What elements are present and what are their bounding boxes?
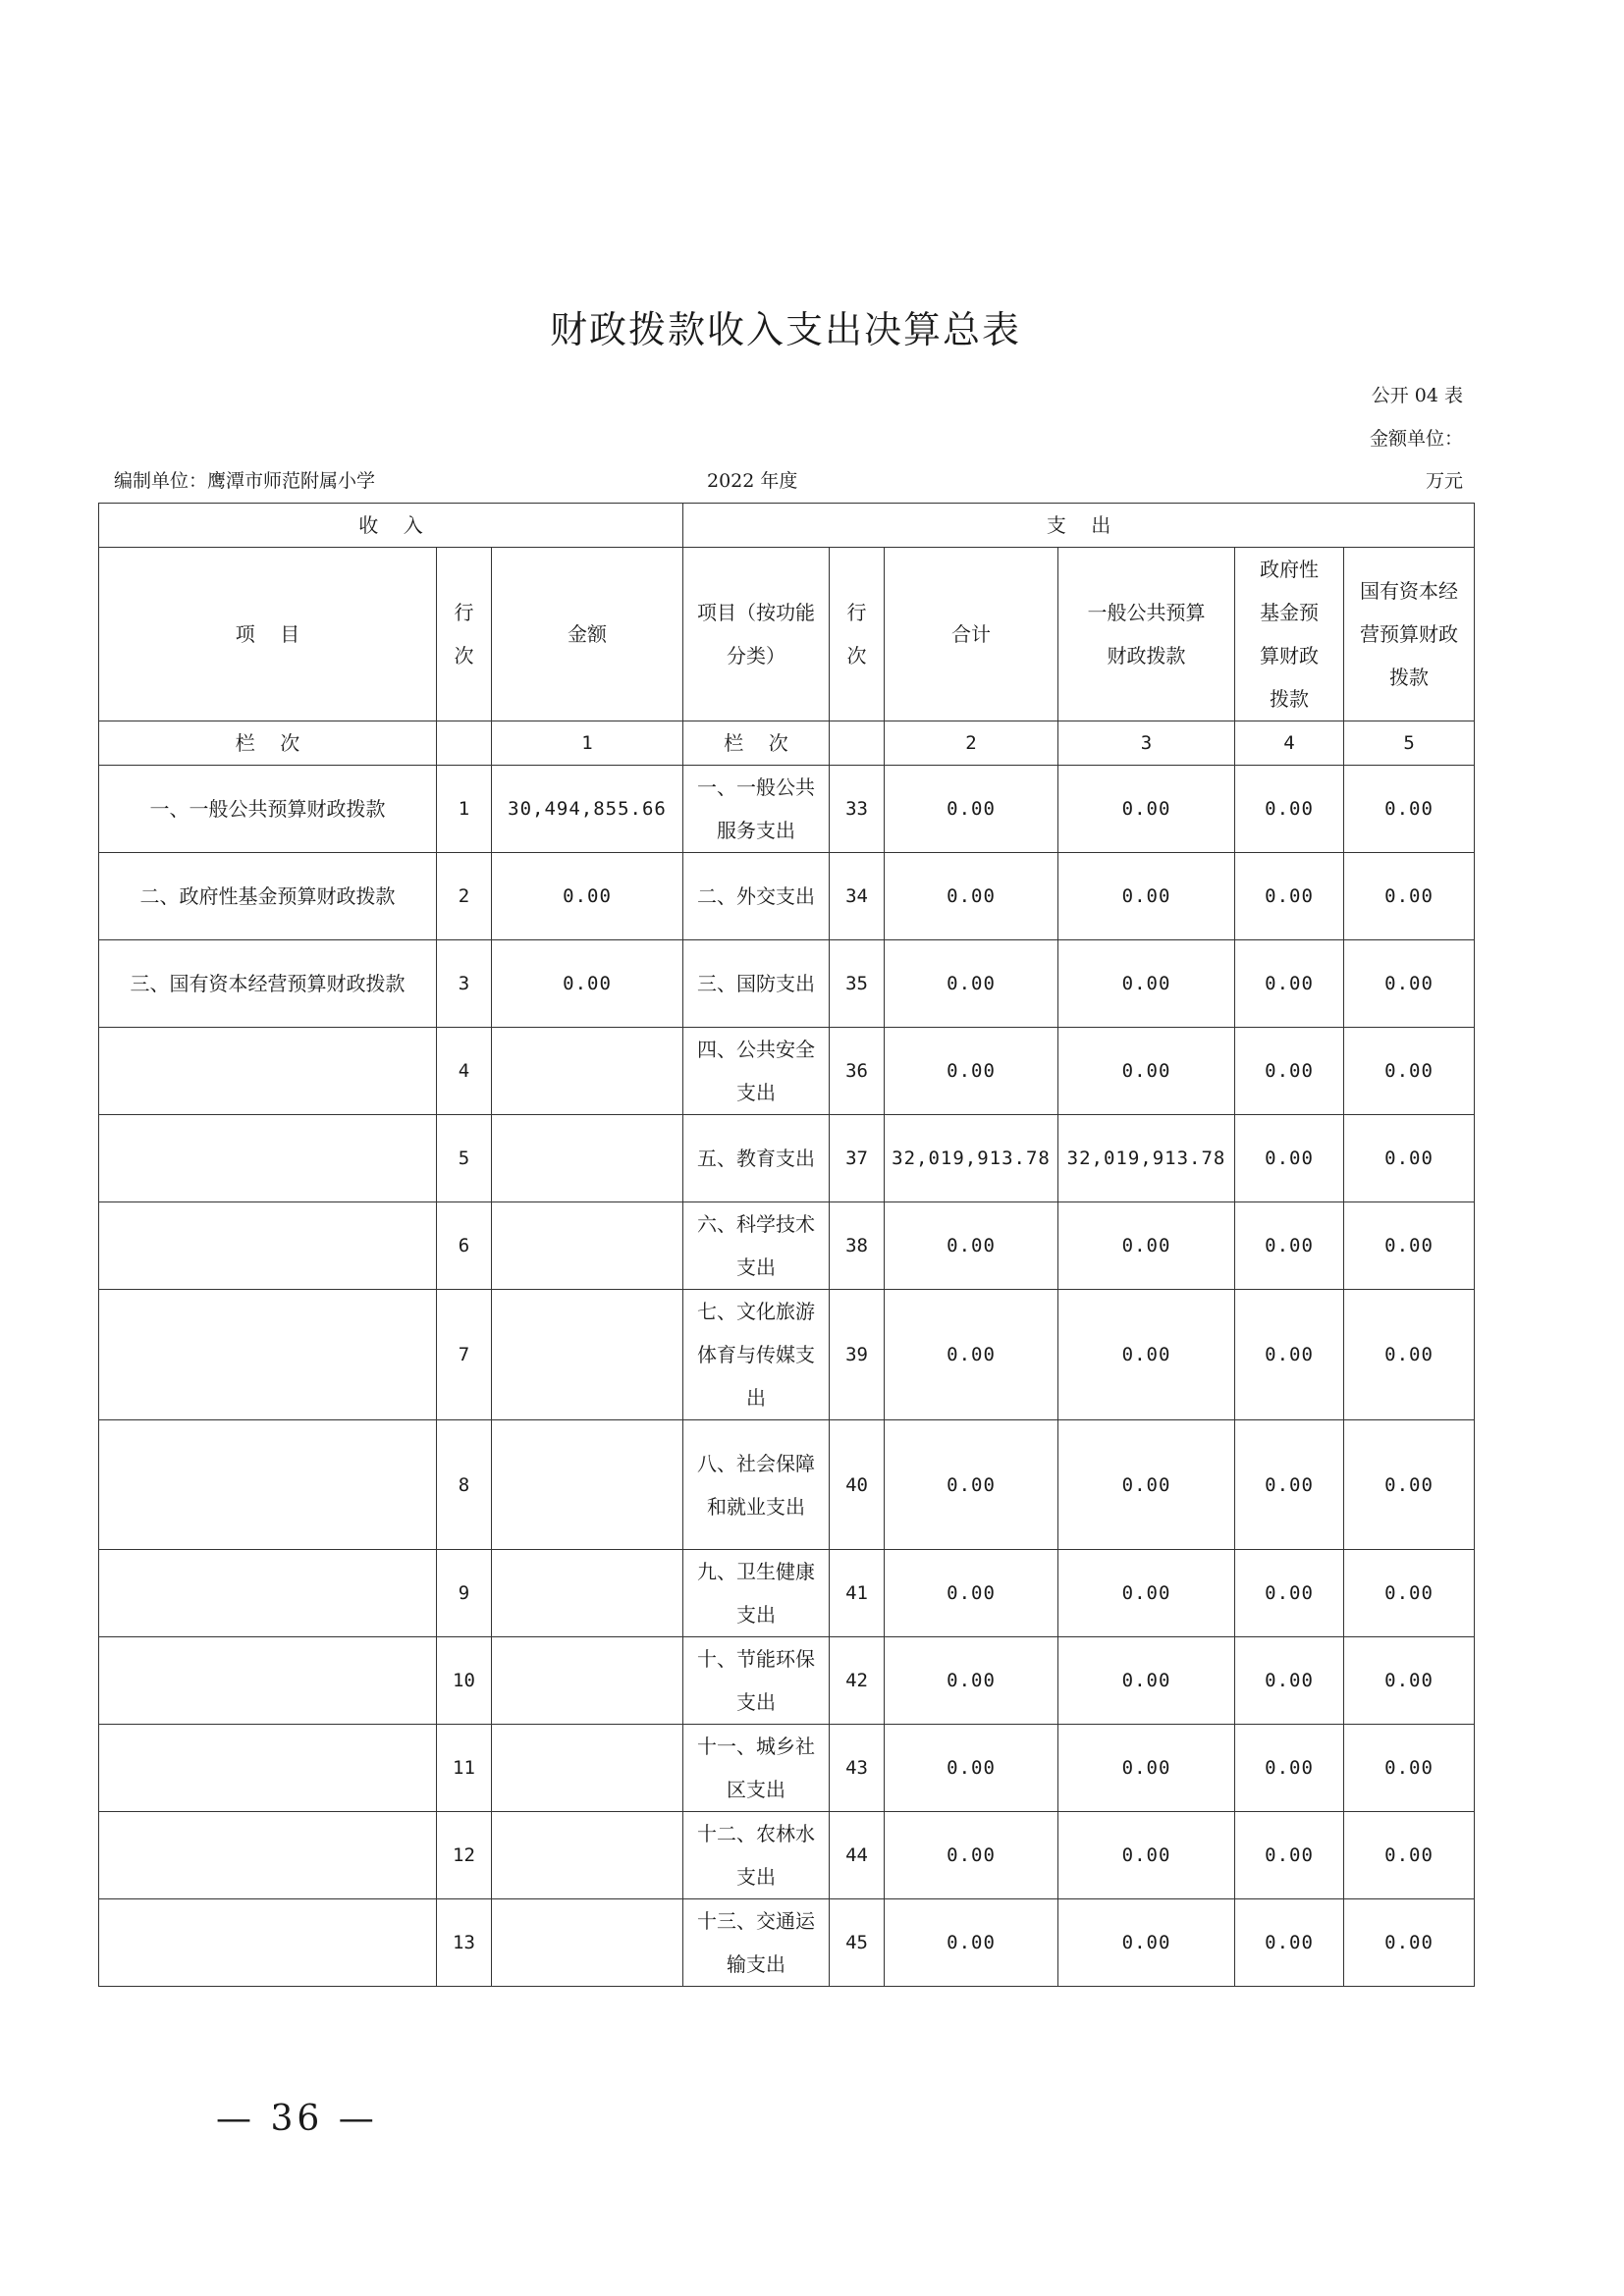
income-item-cell — [99, 1202, 437, 1290]
expense-gov-fund-cell: 0.00 — [1235, 1812, 1344, 1899]
expense-total-cell: 0.00 — [885, 1420, 1058, 1550]
expense-state-capital-cell: 0.00 — [1344, 853, 1475, 940]
expense-gov-fund-cell: 0.00 — [1235, 1725, 1344, 1812]
income-amount-cell — [492, 1420, 683, 1550]
expense-item-cell: 二、外交支出 — [683, 853, 830, 940]
form-number: 公开 04 表 — [1371, 385, 1463, 406]
expense-general-cell: 0.00 — [1058, 853, 1235, 940]
expense-item-cell: 十一、城乡社区支出 — [683, 1725, 830, 1812]
income-item-cell: 一、一般公共预算财政拨款 — [99, 766, 437, 853]
income-amount-cell: 0.00 — [492, 853, 683, 940]
expense-gov-fund-cell: 0.00 — [1235, 853, 1344, 940]
col-index-1: 1 — [492, 721, 683, 766]
col-state-capital-header: 国有资本经营预算财政拨款 — [1344, 548, 1475, 721]
expense-item-cell: 八、社会保障和就业支出 — [683, 1420, 830, 1550]
expense-item-cell: 九、卫生健康支出 — [683, 1550, 830, 1637]
expense-line-cell: 41 — [830, 1550, 885, 1637]
expense-total-cell: 0.00 — [885, 1637, 1058, 1725]
expense-state-capital-cell: 0.00 — [1344, 1202, 1475, 1290]
expense-general-cell: 32,019,913.78 — [1058, 1115, 1235, 1202]
col-index-4: 4 — [1235, 721, 1344, 766]
income-amount-cell — [492, 1725, 683, 1812]
table-row — [99, 1725, 1475, 1812]
col-total-header: 合计 — [885, 548, 1058, 721]
fiscal-year: 2022 年度 — [707, 470, 798, 492]
expense-gov-fund-cell: 0.00 — [1235, 1028, 1344, 1115]
expense-total-cell: 32,019,913.78 — [885, 1115, 1058, 1202]
page-number: — 36 — — [216, 2099, 378, 2139]
income-amount-cell — [492, 1202, 683, 1290]
expense-gov-fund-cell: 0.00 — [1235, 1290, 1344, 1420]
table-row — [99, 1290, 1475, 1420]
expense-total-cell: 0.00 — [885, 1028, 1058, 1115]
income-item-cell — [99, 1812, 437, 1899]
expense-state-capital-cell: 0.00 — [1344, 766, 1475, 853]
table-row — [99, 1420, 1475, 1550]
section-header-row — [99, 504, 1475, 548]
table-row — [99, 1812, 1475, 1899]
expense-general-cell: 0.00 — [1058, 1202, 1235, 1290]
income-amount-cell: 0.00 — [492, 940, 683, 1028]
income-amount-cell — [492, 1290, 683, 1420]
expense-state-capital-cell: 0.00 — [1344, 1812, 1475, 1899]
col-index-blank — [437, 721, 492, 766]
expense-line-cell: 36 — [830, 1028, 885, 1115]
expense-state-capital-cell: 0.00 — [1344, 1637, 1475, 1725]
expense-general-cell: 0.00 — [1058, 1290, 1235, 1420]
income-amount-cell — [492, 1550, 683, 1637]
table-row — [99, 1550, 1475, 1637]
column-header-row — [99, 548, 1475, 721]
table-row — [99, 766, 1475, 853]
col-item-header: 项 目 — [99, 548, 437, 721]
expense-line-cell: 42 — [830, 1637, 885, 1725]
table-row — [99, 1637, 1475, 1725]
income-line-cell: 5 — [437, 1115, 492, 1202]
income-item-cell — [99, 1637, 437, 1725]
expense-total-cell: 0.00 — [885, 1290, 1058, 1420]
income-header: 收 入 — [99, 504, 683, 548]
income-amount-cell — [492, 1812, 683, 1899]
income-line-cell: 13 — [437, 1899, 492, 1987]
expense-general-cell: 0.00 — [1058, 1028, 1235, 1115]
compiling-unit: 编制单位：鹰潭市师范附属小学 — [114, 470, 376, 492]
expense-state-capital-cell: 0.00 — [1344, 1420, 1475, 1550]
income-item-cell — [99, 1115, 437, 1202]
income-item-cell — [99, 1550, 437, 1637]
expense-item-cell: 四、公共安全支出 — [683, 1028, 830, 1115]
expense-total-cell: 0.00 — [885, 853, 1058, 940]
expense-total-cell: 0.00 — [885, 1202, 1058, 1290]
income-item-cell — [99, 1028, 437, 1115]
expense-total-cell: 0.00 — [885, 1550, 1058, 1637]
col-general-header: 一般公共预算财政拨款 — [1058, 548, 1235, 721]
income-item-cell: 三、国有资本经营预算财政拨款 — [99, 940, 437, 1028]
expense-gov-fund-cell: 0.00 — [1235, 1420, 1344, 1550]
income-item-cell — [99, 1420, 437, 1550]
income-line-cell: 1 — [437, 766, 492, 853]
income-amount-cell — [492, 1115, 683, 1202]
income-line-cell: 11 — [437, 1725, 492, 1812]
expense-line-cell: 38 — [830, 1202, 885, 1290]
currency-unit: 万元 — [1425, 470, 1463, 492]
expense-general-cell: 0.00 — [1058, 766, 1235, 853]
col-index-label-right: 栏 次 — [683, 721, 830, 766]
budget-table — [98, 503, 1475, 1987]
expense-item-cell: 十三、交通运输支出 — [683, 1899, 830, 1987]
income-line-cell: 8 — [437, 1420, 492, 1550]
expense-state-capital-cell: 0.00 — [1344, 1028, 1475, 1115]
expense-total-cell: 0.00 — [885, 1812, 1058, 1899]
income-line-cell: 9 — [437, 1550, 492, 1637]
expense-header: 支 出 — [683, 504, 1475, 548]
expense-line-cell: 40 — [830, 1420, 885, 1550]
expense-gov-fund-cell: 0.00 — [1235, 1637, 1344, 1725]
expense-state-capital-cell: 0.00 — [1344, 1899, 1475, 1987]
page-title: 财政拨款收入支出决算总表 — [549, 308, 1021, 351]
expense-total-cell: 0.00 — [885, 1725, 1058, 1812]
expense-gov-fund-cell: 0.00 — [1235, 940, 1344, 1028]
expense-state-capital-cell: 0.00 — [1344, 1115, 1475, 1202]
expense-line-cell: 34 — [830, 853, 885, 940]
expense-state-capital-cell: 0.00 — [1344, 1550, 1475, 1637]
col-line2-header: 行次 — [830, 548, 885, 721]
col-index-2: 2 — [885, 721, 1058, 766]
expense-gov-fund-cell: 0.00 — [1235, 1550, 1344, 1637]
income-amount-cell — [492, 1899, 683, 1987]
expense-general-cell: 0.00 — [1058, 1637, 1235, 1725]
expense-state-capital-cell: 0.00 — [1344, 1725, 1475, 1812]
income-amount-cell: 30,494,855.66 — [492, 766, 683, 853]
expense-gov-fund-cell: 0.00 — [1235, 1899, 1344, 1987]
expense-general-cell: 0.00 — [1058, 1725, 1235, 1812]
income-item-cell — [99, 1290, 437, 1420]
table-row — [99, 1202, 1475, 1290]
income-item-cell — [99, 1899, 437, 1987]
expense-item-cell: 六、科学技术支出 — [683, 1202, 830, 1290]
expense-item-cell: 十二、农林水支出 — [683, 1812, 830, 1899]
table-row — [99, 1028, 1475, 1115]
expense-line-cell: 44 — [830, 1812, 885, 1899]
expense-line-cell: 35 — [830, 940, 885, 1028]
col-index-label-left: 栏 次 — [99, 721, 437, 766]
income-line-cell: 10 — [437, 1637, 492, 1725]
expense-item-cell: 五、教育支出 — [683, 1115, 830, 1202]
income-line-cell: 12 — [437, 1812, 492, 1899]
table-row — [99, 853, 1475, 940]
income-item-cell: 二、政府性基金预算财政拨款 — [99, 853, 437, 940]
col-index-blank — [830, 721, 885, 766]
expense-line-cell: 37 — [830, 1115, 885, 1202]
income-amount-cell — [492, 1028, 683, 1115]
expense-total-cell: 0.00 — [885, 766, 1058, 853]
col-index-5: 5 — [1344, 721, 1475, 766]
expense-total-cell: 0.00 — [885, 940, 1058, 1028]
col-index-3: 3 — [1058, 721, 1235, 766]
expense-gov-fund-cell: 0.00 — [1235, 1115, 1344, 1202]
expense-item-cell: 十、节能环保支出 — [683, 1637, 830, 1725]
income-item-cell — [99, 1725, 437, 1812]
income-amount-cell — [492, 1637, 683, 1725]
expense-item-cell: 三、国防支出 — [683, 940, 830, 1028]
col-func-item-header: 项目（按功能分类） — [683, 548, 830, 721]
income-line-cell: 7 — [437, 1290, 492, 1420]
col-gov-fund-header: 政府性基金预算财政拨款 — [1235, 548, 1344, 721]
expense-item-cell: 一、一般公共服务支出 — [683, 766, 830, 853]
expense-line-cell: 39 — [830, 1290, 885, 1420]
expense-gov-fund-cell: 0.00 — [1235, 766, 1344, 853]
expense-state-capital-cell: 0.00 — [1344, 1290, 1475, 1420]
expense-general-cell: 0.00 — [1058, 1550, 1235, 1637]
expense-gov-fund-cell: 0.00 — [1235, 1202, 1344, 1290]
amount-unit-label: 金额单位： — [1369, 428, 1463, 450]
expense-line-cell: 33 — [830, 766, 885, 853]
expense-item-cell: 七、文化旅游体育与传媒支出 — [683, 1290, 830, 1420]
expense-total-cell: 0.00 — [885, 1899, 1058, 1987]
table-row — [99, 1115, 1475, 1202]
expense-line-cell: 45 — [830, 1899, 885, 1987]
expense-general-cell: 0.00 — [1058, 940, 1235, 1028]
income-line-cell: 6 — [437, 1202, 492, 1290]
expense-general-cell: 0.00 — [1058, 1420, 1235, 1550]
col-amount-header: 金额 — [492, 548, 683, 721]
table-row — [99, 940, 1475, 1028]
expense-general-cell: 0.00 — [1058, 1899, 1235, 1987]
income-line-cell: 3 — [437, 940, 492, 1028]
income-line-cell: 4 — [437, 1028, 492, 1115]
expense-general-cell: 0.00 — [1058, 1812, 1235, 1899]
table-row — [99, 1899, 1475, 1987]
expense-state-capital-cell: 0.00 — [1344, 940, 1475, 1028]
expense-line-cell: 43 — [830, 1725, 885, 1812]
col-line-header: 行次 — [437, 548, 492, 721]
column-index-row — [99, 721, 1475, 766]
income-line-cell: 2 — [437, 853, 492, 940]
